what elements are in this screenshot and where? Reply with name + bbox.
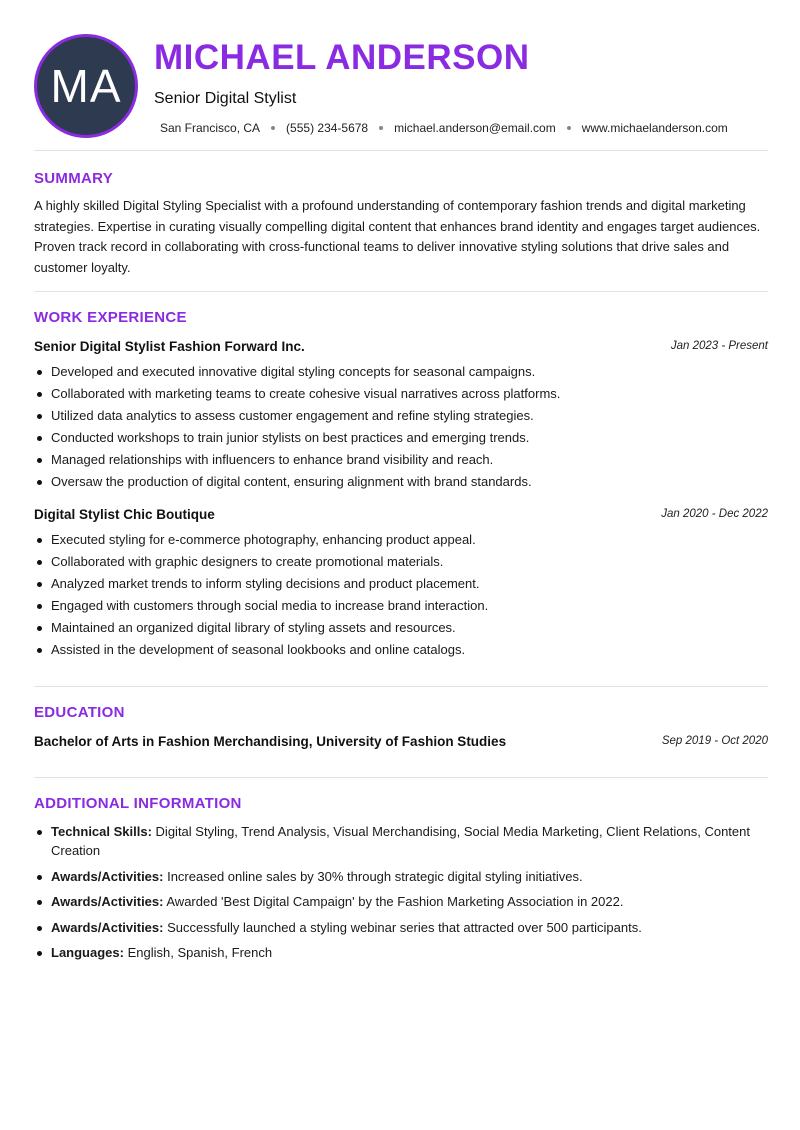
work-experience-heading: WORK EXPERIENCE	[34, 309, 187, 326]
info-text: English, Spanish, French	[127, 945, 273, 960]
list-item: Executed styling for e-commerce photography, enhancing product appeal.	[34, 532, 768, 548]
dot-separator-icon	[567, 126, 571, 130]
section-divider	[34, 150, 768, 151]
job-role: Senior Digital Stylist Fashion Forward Inc.	[34, 339, 305, 354]
info-label: Awards/Activities:	[51, 919, 164, 935]
info-text: Increased online sales by 30% through strategic digital styling initiatives.	[167, 868, 583, 884]
list-item: Collaborated with graphic designers to create promotional materials.	[34, 554, 768, 570]
job-bullets	[34, 364, 768, 490]
additional-info-list	[34, 822, 768, 969]
info-text: Digital Styling, Trend Analysis, Visual Merchandising, Social Media Marketing, Client Relations, Content Creation	[51, 824, 750, 858]
contact-location: San Francisco, CA	[160, 121, 261, 135]
list-item: Developed and executed innovative digital styling concepts for seasonal campaigns.	[34, 364, 768, 380]
list-item: Maintained an organized digital library of styling assets and resources.	[34, 620, 768, 636]
job-role: Digital Stylist Chic Boutique	[34, 507, 215, 522]
section-divider	[34, 291, 768, 292]
resume-header	[34, 34, 768, 138]
education-dates: Sep 2019 - Oct 2020	[661, 735, 768, 747]
info-label: Technical Skills:	[51, 824, 152, 839]
list-item	[34, 918, 768, 937]
job-bullets	[34, 532, 768, 658]
summary-heading: SUMMARY	[34, 170, 114, 187]
additional-info-heading: ADDITIONAL INFORMATION	[34, 795, 242, 812]
list-item	[34, 943, 768, 962]
list-item: Conducted workshops to train junior stylists on best practices and emerging trends.	[34, 430, 768, 446]
avatar-initials: MA	[50, 60, 122, 112]
info-text: Awarded 'Best Digital Campaign' by the Fashion Marketing Association in 2022.	[166, 894, 624, 909]
list-item: Analyzed market trends to inform styling decisions and product placement.	[34, 576, 768, 592]
info-label: Awards/Activities:	[51, 894, 164, 909]
list-item: Utilized data analytics to assess customer engagement and refine styling strategies.	[34, 408, 768, 424]
education-entry	[34, 733, 768, 751]
summary-text: A highly skilled Digital Styling Specialist with a profound understanding of contemporary fashion trends and digital marketing strategies. Expertise in curating visually compelling digital content that enhances brand identity and engages target audiences. Proven track record in collaborating with cross-functional teams to deliver innovative styling solutions that drive sales and customer loyalty.	[34, 198, 761, 275]
list-item	[34, 892, 768, 911]
contact-info	[160, 121, 728, 135]
list-item: Managed relationships with influencers to enhance brand visibility and reach.	[34, 452, 768, 468]
candidate-title: Senior Digital Stylist	[154, 90, 297, 107]
contact-phone: (555) 234-5678	[286, 121, 369, 135]
job-dates: Jan 2023 - Present	[670, 340, 768, 352]
dot-separator-icon	[271, 126, 275, 130]
education-degree: Bachelor of Arts in Fashion Merchandising, University of Fashion Studies	[34, 734, 507, 749]
avatar	[34, 34, 138, 138]
list-item	[34, 822, 768, 860]
info-label: Awards/Activities:	[51, 868, 164, 884]
contact-email[interactable]: michael.anderson@email.com	[394, 121, 556, 135]
info-text: Successfully launched a styling webinar series that attracted over 500 participants.	[167, 919, 642, 935]
list-item: Oversaw the production of digital content, ensuring alignment with brand standards.	[34, 474, 768, 490]
list-item: Assisted in the development of seasonal lookbooks and online catalogs.	[34, 642, 768, 658]
contact-website[interactable]: www.michaelanderson.com	[581, 121, 728, 135]
list-item: Collaborated with marketing teams to create cohesive visual narratives across platforms.	[34, 386, 768, 402]
job-header	[34, 506, 768, 524]
dot-separator-icon	[379, 126, 383, 130]
section-divider	[34, 686, 768, 687]
job-header	[34, 338, 768, 356]
list-item	[34, 867, 768, 886]
job-dates: Jan 2020 - Dec 2022	[661, 508, 768, 520]
info-label: Languages:	[51, 945, 124, 960]
list-item: Engaged with customers through social media to increase brand interaction.	[34, 598, 768, 614]
education-heading: EDUCATION	[34, 704, 125, 721]
section-divider	[34, 777, 768, 778]
candidate-name: MICHAEL ANDERSON	[154, 38, 530, 77]
